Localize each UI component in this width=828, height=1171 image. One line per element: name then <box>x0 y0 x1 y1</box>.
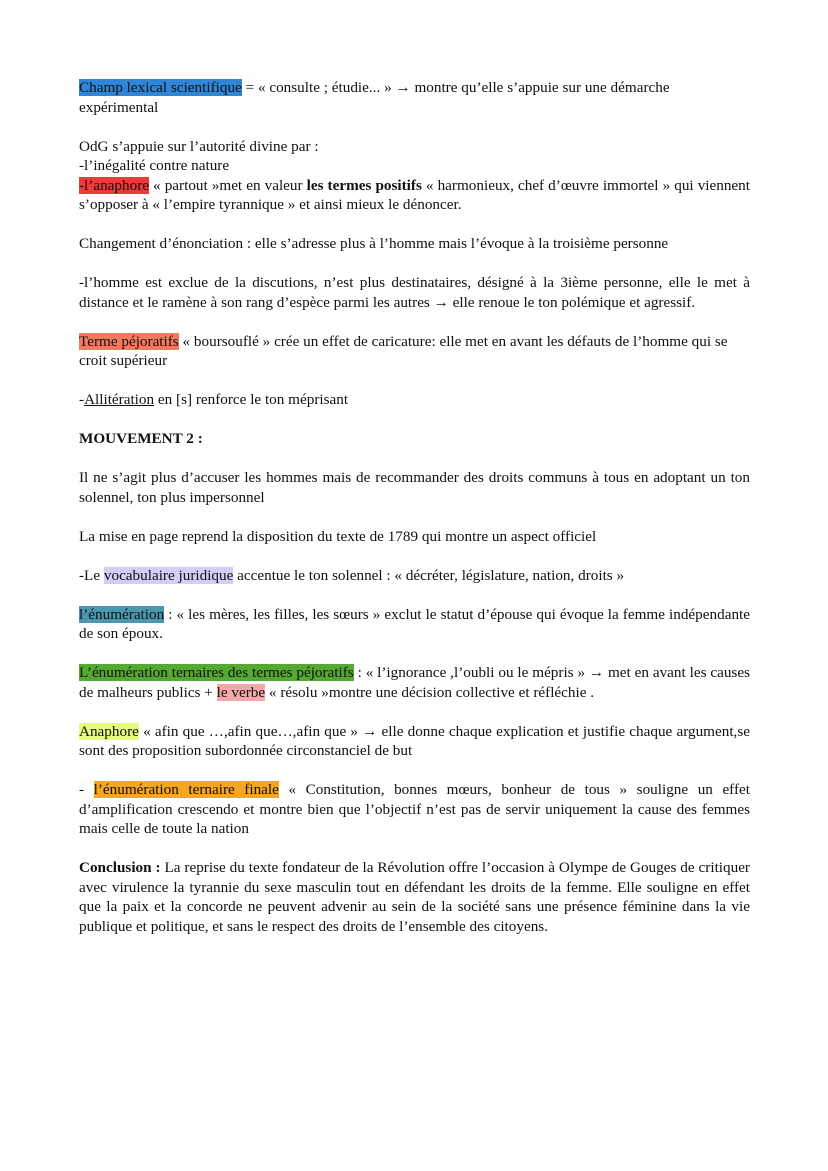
document-page <box>79 78 750 956</box>
paragraph-legal-vocabulary: -Le vocabulaire juridique accentue le ton solennel : « décréter, législature, nation, droits » <box>79 566 625 584</box>
highlight-anaphore: -l’anaphore <box>79 176 149 194</box>
paragraph-enunciation: Changement d’énonciation : elle s’adresse plus à l’homme mais l’évoque à la troisième personne <box>79 235 669 252</box>
paragraph-enumeration: l’énumération : « les mères, les filles, les sœurs » exclut le statut d’épouse qui évoque la femme indépendante de son époux. <box>79 605 750 642</box>
paragraph-ternary-enumeration: L’énumération ternaires des termes péjoratifs : « l’ignorance ,l’oubli ou le mépris » → met en avant les causes de malheurs publics + le verbe « résolu »montre une décision collective et réfléchie . <box>79 664 750 701</box>
paragraph-alliteration: -Allitération en [s] renforce le ton méprisant <box>79 391 349 408</box>
highlight-final-enumeration: l’énumération ternaire finale <box>93 781 279 798</box>
section-heading: MOUVEMENT 2 : <box>79 430 203 447</box>
paragraph-lexical-field: Champ lexical scientifique = « consulte ; étudie... » → montre qu’elle s’appuie sur une démarche expérimental <box>79 79 670 116</box>
paragraph-divine-authority: OdG s’appuie sur l’autorité divine par : -l’inégalité contre nature -l’anaphore « partout »met en valeur les termes positifs « harmonieux, chef d’œuvre immortel » qui viennent s’opposer à « l’empire tyrannique » et ainsi mieux le dénoncer. <box>79 137 750 213</box>
highlight-ternary-enumeration: L’énumération ternaires des termes péjoratifs <box>79 664 354 681</box>
paragraph-pejorative: Terme péjoratifs « boursouflé » crée un effet de caricature: elle met en avant les défauts de l’homme qui se croit supérieur <box>79 332 728 369</box>
underlined-alliteration: Allitération <box>84 391 155 408</box>
highlight-lexical-field: Champ lexical scientifique <box>79 79 242 96</box>
conclusion-label: Conclusion : <box>79 859 161 876</box>
paragraph-anaphore-2: Anaphore « afin que …,afin que…,afin que » → elle donne chaque explication et justifie chaque argument,se sont des proposition subordonnée circonstanciel de but <box>79 722 750 759</box>
paragraph-final-enumeration: - l’énumération ternaire finale « Constitution, bonnes mœurs, bonheur de tous » souligne un effet d’amplification crescendo et montre bien que l’objectif n’est pas de servir uniquement la cause des femmes mais celle de toute la nation <box>79 781 750 837</box>
paragraph-man-excluded: -l’homme est exclue de la discutions, n’est plus destinataires, désigné à la 3ième personne, elle le met à distance et le ramène à son rang d’espèce parmi les autres → elle renoue le ton polémique et agressif. <box>79 274 750 311</box>
paragraph-layout-1789: La mise en page reprend la disposition du texte de 1789 qui montre un aspect officiel <box>79 527 597 545</box>
highlight-legal-vocabulary: vocabulaire juridique <box>103 566 234 584</box>
paragraph-intro-movement2: Il ne s’agit plus d’accuser les hommes mais de recommander des droits communs à tous en adoptant un ton solennel, ton plus impersonnel <box>79 469 750 506</box>
highlight-anaphore-2: Anaphore <box>79 722 139 740</box>
paragraph-conclusion: Conclusion : La reprise du texte fondateur de la Révolution offre l’occasion à Olympe de Gouges de critiquer avec virulence la tyrannie du sexe masculin tout en défendant les droits de la femme. Elle souligne en effet que la paix et la concorde ne peuvent advenir au sein de la société sans une présence féminine dans la vie publique et politique, et sans le respect des droits de l’ensemble des citoyens. <box>79 859 750 935</box>
highlight-enumeration: l’énumération <box>79 605 165 623</box>
bold-positive-terms: les termes positifs <box>306 176 422 194</box>
highlight-verb: le verbe <box>216 683 266 701</box>
highlight-pejorative: Terme péjoratifs <box>79 332 179 350</box>
